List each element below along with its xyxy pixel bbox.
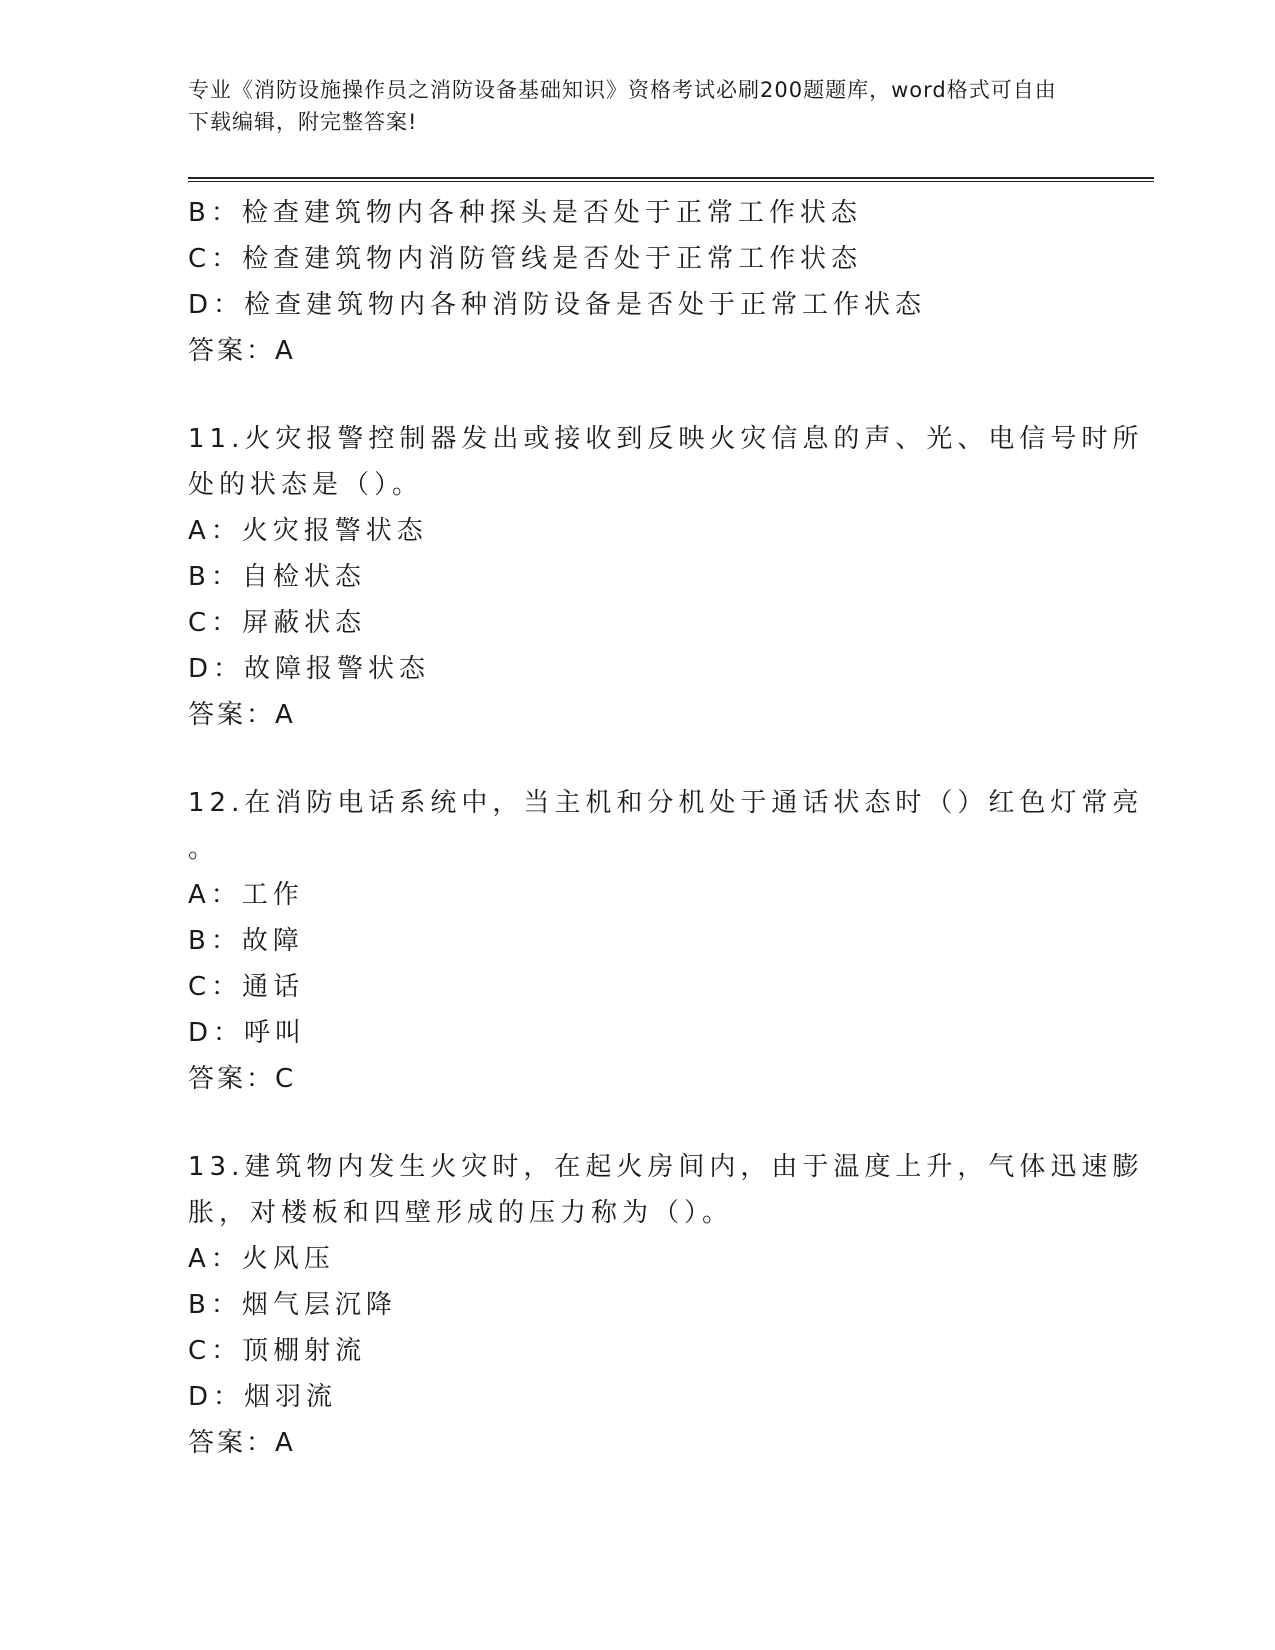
question-text-line-1: 11.火灾报警控制器发出或接收到反映火灾信息的声、光、电信号时所 <box>188 424 1144 454</box>
question-13 <box>188 1144 1144 1466</box>
option-c: C：检查建筑物内消防管线是否处于正常工作状态 <box>188 244 863 274</box>
answer-line: 答案：A <box>188 336 296 366</box>
question-11 <box>188 416 1144 738</box>
option-c: C：顶棚射流 <box>188 1336 367 1366</box>
question-text-line-2: 。 <box>188 834 220 864</box>
option-a: A：火灾报警状态 <box>188 516 428 546</box>
option-d: D：检查建筑物内各种消防设备是否处于正常工作状态 <box>188 290 927 320</box>
answer-line: 答案：A <box>188 1428 296 1458</box>
option-c: C：通话 <box>188 972 305 1002</box>
question-10-continued <box>188 190 1088 374</box>
question-text-line-2: 胀，对楼板和四壁形成的压力称为（）。 <box>188 1198 734 1228</box>
option-a: A：火风压 <box>188 1244 335 1274</box>
option-c: C：屏蔽状态 <box>188 608 367 638</box>
document-header: 专业《消防设施操作员之消防设备基础知识》资格考试必刷200题题库，word格式可自由下载编辑，附完整答案! <box>188 78 1057 134</box>
answer-line: 答案：A <box>188 700 296 730</box>
option-d: D：呼叫 <box>188 1018 307 1048</box>
question-12 <box>188 780 1144 1102</box>
option-a: A：工作 <box>188 880 304 910</box>
option-b: B：故障 <box>188 926 304 956</box>
document-body <box>188 190 1144 1466</box>
answer-line: 答案：C <box>188 1064 297 1094</box>
option-b: B：自检状态 <box>188 562 366 592</box>
option-b: B：烟气层沉降 <box>188 1290 397 1320</box>
option-d: D：故障报警状态 <box>188 654 431 684</box>
header-divider <box>188 177 1154 182</box>
question-text-line-2: 处的状态是（）。 <box>188 470 424 500</box>
option-d: D：烟羽流 <box>188 1382 338 1412</box>
question-text-line-1: 13.建筑物内发生火灾时，在起火房间内，由于温度上升，气体迅速膨 <box>188 1152 1144 1182</box>
question-text-line-1: 12.在消防电话系统中，当主机和分机处于通话状态时（）红色灯常亮 <box>188 788 1144 818</box>
option-b: B：检查建筑物内各种探头是否处于正常工作状态 <box>188 198 862 228</box>
